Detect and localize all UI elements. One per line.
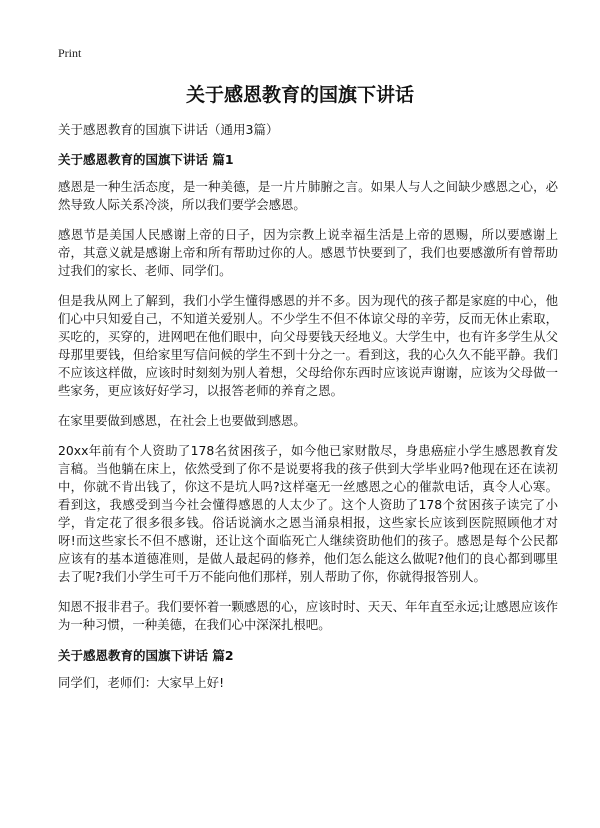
section-heading: 关于感恩教育的国旗下讲话 篇1 xyxy=(58,152,234,167)
print-label[interactable]: Print xyxy=(58,46,82,60)
document-title: 关于感恩教育的国旗下讲话 xyxy=(185,84,414,106)
paragraph: 在家里要做到感恩，在社会上也要做到感恩。 xyxy=(58,413,306,428)
paragraph: 知恩不报非君子。我们要怀着一颗感恩的心，应该时时、天天、年年直至永远;让感恩应该作为一种习惯，一种美德，在我们心中深深扎根吧。 xyxy=(58,599,558,632)
paragraph: 感恩是一种生活态度，是一种美德，是一片片肺腑之言。如果人与人之间缺少感恩之心，必然导致人际关系冷淡，所以我们要学会感恩。 xyxy=(58,179,558,212)
paragraph: 但是我从网上了解到，我们小学生懂得感恩的并不多。因为现代的孩子都是家庭的中心，他们心中只知爱自己，不知道关爱别人。不少学生不但不体谅父母的辛劳，反而无休止索取，买吃的，买穿的，进网吧在他们眼中，向父母要钱天经地义。大学生中，也有许多学生从父母那里要钱，但给家里写信问候的学生不到十分之一。看到这，我的心久久不能平静。我们不应该这样做，应该时时刻刻为别人着想，父母给你东西时应该说声谢谢，应该为父母做一些家务，更应该好好学习，以报答老师的养育之恩。 xyxy=(58,293,558,398)
document-subtitle: 关于感恩教育的国旗下讲话（通用3篇） xyxy=(58,122,279,137)
paragraph: 同学们，老师们：大家早上好! xyxy=(58,675,225,690)
paragraph: 感恩节是美国人民感谢上帝的日子，因为宗教上说幸福生活是上帝的恩赐，所以要感谢上帝，其意义就是感谢上帝和所有帮助过你的人。感恩节快要到了，我们也要感激所有曾帮助过我们的家长、老师、同学们。 xyxy=(58,227,558,278)
paragraph: 20xx年前有个人资助了178名贫困孩子，如今他已家财散尽，身患癌症小学生感恩教育发言稿。当他躺在床上，依然受到了你不是说要将我的孩子供到大学毕业吗?他现在还在读初中，你就不肯出钱了，你这不是坑人吗?这样毫无一丝感恩之心的催款电话，真令人心寒。看到这，我感受到当今社会懂得感恩的人太少了。这个人资助了178个贫困孩子读完了小学，肯定花了很多很多钱。俗话说滴水之恩当涌泉相报，这些家长应该到医院照顾他才对呀!而这些家长不但不感谢，还让这个面临死亡人继续资助他们的孩子。感恩是每个公民都应该有的基本道德准则，是做人最起码的修养，他们怎么能这么做呢?他们的良心都到哪里去了呢?我们小学生可千万不能向他们那样，别人帮助了你，你就得报答别人。 xyxy=(58,443,558,584)
section-heading: 关于感恩教育的国旗下讲话 篇2 xyxy=(58,648,234,663)
document-body xyxy=(58,150,558,704)
